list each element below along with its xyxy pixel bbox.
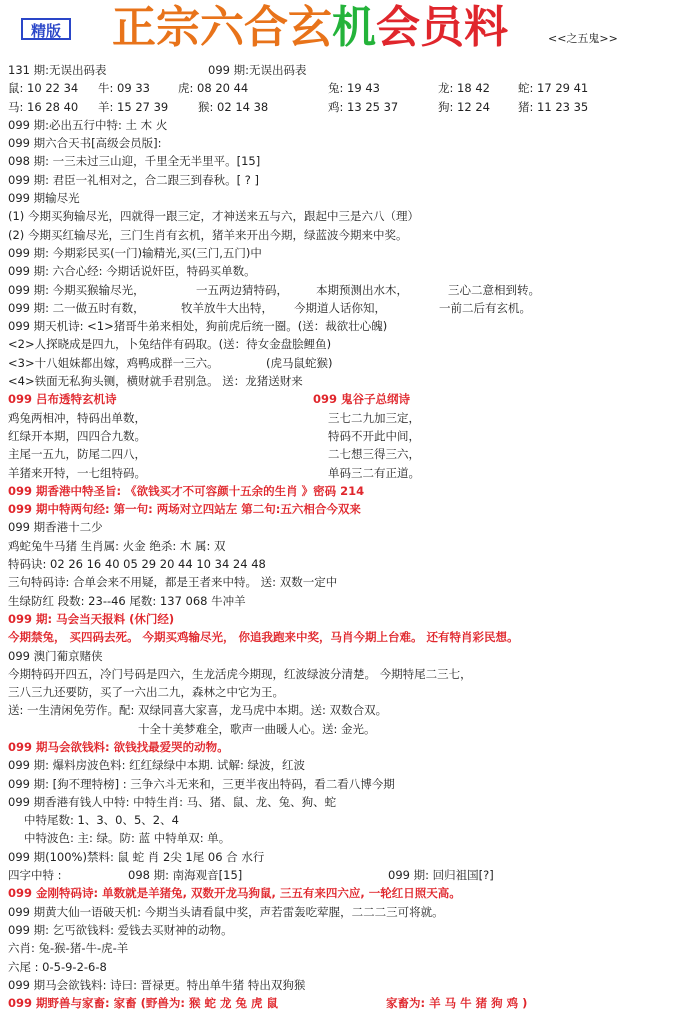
two-one-line [8, 299, 672, 317]
heavenly-poem-4: <4>铁面无私狗头铡，横财就手君别急。 送：龙猪送财来 [8, 374, 303, 389]
four-char-099: 099 期: 回归祖国[?] [388, 868, 494, 883]
guiguzi-poem-line: 特码不开此中间， [328, 428, 420, 443]
zodiac-code-cell: 蛇: 17 29 41 [518, 81, 589, 96]
macau-line-1: 今期特码开四五，冷门号码是四六，生龙活虎今期现，红波绿波分清楚。 今期特尾二三七， [8, 666, 472, 681]
hk-decree-line: 099 期香港中特圣旨: 《欲钱买才不可容颜十五余的生肖 》密码 214 [8, 483, 365, 498]
livestock-part: 家畜为: 羊 马 牛 猪 狗 鸡 ) [386, 996, 528, 1011]
wong-tai-sin-line: 099 期黄大仙一语破天机: 今期当头请看鼠中奖，声若雷轰吃荤腥，二二二三可将就。 [8, 904, 444, 919]
lose-all-item-3: 099 期: 今期彩民买(一门)输精光,买(三门,五门)中 [8, 245, 262, 260]
four-char-label: 四字中特 : [8, 868, 62, 883]
six-tails-line: 六尾 : 0-5-9-2-6-8 [8, 959, 107, 974]
two-one-line-part: 099 期: 二一做五时有数， [8, 300, 145, 315]
edition-badge: 精版 [21, 18, 71, 40]
two-sentences-line: 099 期中特两句经: 第一句: 两场对立四站左 第二句:五六相合今双来 [8, 502, 361, 517]
zodiac-code-row-1 [8, 79, 672, 97]
two-one-line-part: 牧羊放牛大出特， [181, 300, 273, 315]
zodiac-code-cell: 猪: 11 23 35 [518, 99, 589, 114]
six-zodiac-line: 六肖: 兔-猴-猪-牛-虎-羊 [8, 941, 129, 956]
macau-line-2: 三八三九还要防，买了一六出二九，森林之中它为王。 [8, 685, 284, 700]
lose-all-item-2: (2) 今期买红输尽光，三门生肖有玄机，猪羊来开出今期，绿蓝波今期来中奖。 [8, 227, 408, 242]
zodiac-code-cell: 龙: 18 42 [438, 81, 490, 96]
monkey-line-part: 099 期: 今期买猴输尽光， [8, 282, 145, 297]
lose-all-item-1: (1) 今期买狗输尽光，四就得一跟三定，才神送来五与六，跟起中三是六八（理） [8, 209, 419, 224]
heavenly-book-099: 099 期: 君臣一礼相对之，合二跟三到春秋。[ ? ] [8, 172, 260, 187]
monkey-line-part: 本期预测出水木， [316, 282, 408, 297]
hk-twelve-segments: 生绿防红 段数: 23--46 尾数: 137 068 牛冲羊 [8, 593, 246, 608]
beasts-livestock-line [8, 994, 672, 1012]
zodiac-code-cell: 鼠: 10 22 34 [8, 81, 79, 96]
poem-row-1 [8, 409, 672, 427]
monkey-line [8, 281, 672, 299]
two-one-line-part: 今期道人话你知， [294, 300, 386, 315]
heavenly-book-heading: 099 期六合天书[高级会员版]: [8, 136, 162, 151]
zodiac-code-cell: 牛: 09 33 [98, 81, 150, 96]
jockey-report-text: 今期禁兔， 买四码去死。 今期买鸡输尽光， 你追我跑来中奖，马肖今期上台难。 还有特肖彩民想。 [8, 630, 519, 645]
poem-row-3 [8, 445, 672, 463]
code-table-title-row [8, 61, 672, 79]
jockey-poem-line: 099 期马会欲钱料: 诗曰: 晋禄更。特出单牛猪 特出双狗猴 [8, 977, 306, 992]
zodiac-code-cell: 狗: 12 24 [438, 99, 490, 114]
hk-twelve-poem: 三句特码诗: 合单会来不用疑，都是王者来中特。 送: 双数一定中 [8, 575, 338, 590]
jockey-report-heading: 099 期: 马会当天报料 (休门经) [8, 611, 175, 626]
macau-heading: 099 澳门葡京赌侠 [8, 648, 103, 663]
heavenly-poem-3-text: <3>十八姐妹都出嫁，鸡鸭成群一三六。 [8, 355, 219, 370]
title-part-2: 机 [332, 2, 376, 53]
lvbu-poem-heading: 099 吕布透特玄机诗 [8, 392, 117, 407]
zodiac-code-row-2 [8, 98, 672, 116]
lvbu-poem-line: 红绿开本期，四四合九数。 [8, 428, 146, 443]
lvbu-poem-line: 主尾一五九，防尾二四八， [8, 447, 146, 462]
rich-man-line: 099 期香港有钱人中特: 中特生肖: 马、猪、鼠、龙、兔、狗、蛇 [8, 794, 337, 809]
guiguzi-poem-line: 二七想三得三六， [328, 447, 420, 462]
five-elements-line: 099 期:必出五行中特: 土 木 火 [8, 117, 168, 132]
content-body [8, 61, 672, 1012]
beggar-line: 099 期: 乞丐欲钱料: 爱钱去买财神的动物。 [8, 922, 233, 937]
two-one-line-part: 一前二后有玄机。 [439, 300, 531, 315]
lvbu-poem-line: 鸡兔两相冲，特码出单数， [8, 410, 146, 425]
color-report-line: 099 期: 爆料房波色料: 红红绿绿中本期. 试解: 绿波，红波 [8, 758, 306, 773]
zodiac-code-cell: 羊: 15 27 39 [98, 99, 169, 114]
zodiac-code-cell: 虎: 08 20 44 [178, 81, 249, 96]
guiguzi-poem-heading: 099 鬼谷子总纲诗 [313, 392, 411, 407]
lose-all-heading: 099 期输尽光 [8, 191, 80, 206]
zodiac-code-cell: 马: 16 28 40 [8, 99, 79, 114]
vajra-poem-line: 099 金刚特码诗: 单数就是羊猪兔, 双数开龙马狗鼠, 三五有来四六应, 一轮红日照天高。 [8, 886, 461, 901]
rich-man-colors: 中特波色: 主: 绿。防: 蓝 中特单双: 单。 [24, 831, 231, 846]
monkey-line-part: 三心二意相到转。 [448, 282, 540, 297]
monkey-line-part: 一五两边猜特码， [196, 282, 288, 297]
zodiac-code-cell: 兔: 19 43 [328, 81, 380, 96]
zodiac-code-cell: 猴: 02 14 38 [198, 99, 269, 114]
guiguzi-poem-line: 三七二九加三定， [328, 410, 420, 425]
page-header [0, 0, 679, 58]
poem-row-2 [8, 427, 672, 445]
banned-line: 099 期(100%)禁料: 鼠 蛇 肖 2尖 1尾 06 合 水行 [8, 849, 265, 864]
hk-twelve-zodiac: 鸡蛇兔牛马猪 生肖属: 火金 绝杀: 木 属: 双 [8, 538, 226, 553]
heavenly-poem-1: 099 期天机诗: <1>猪哥牛弟来相处，狗前虎后统一圈。(送：裁欲壮心魄) [8, 319, 388, 334]
jockey-riddle-line: 099 期马会欲钱料: 欲钱找最爱哭的动物。 [8, 739, 229, 754]
macau-line-4: 十全十美梦难全，歌声一曲暖人心。送: 金光。 [138, 721, 376, 736]
code-table-title-099: 099 期:无误出码表 [208, 63, 307, 77]
heavenly-poem-2: <2>人探晓成是四九，卜兔结伴有码取。(送：待女金盘脍鲤鱼) [8, 337, 332, 352]
four-char-098: 098 期: 南海观音[15] [128, 868, 243, 883]
hk-twelve-codes: 特码诀: 02 26 16 40 05 29 20 44 10 34 24 48 [8, 557, 266, 572]
four-char-line [8, 866, 672, 884]
heavenly-book-098: 098 期: 一三未过三山迎，千里全无半里平。[15] [8, 154, 261, 169]
rich-man-tails: 中特尾数: 1、3、0、5、2、4 [24, 813, 179, 828]
beasts-part: 099 期野兽与家畜: 家畜 (野兽为: 猴 蛇 龙 兔 虎 鼠 [8, 996, 278, 1011]
guiguzi-poem-line: 单码三二有正道。 [328, 465, 420, 480]
lvbu-poem-line: 羊猪来开特，一七组特码。 [8, 465, 146, 480]
title-part-1: 正宗六合玄 [112, 2, 332, 53]
macau-line-3: 送: 一生清闲免劳作。配: 双绿同喜大家喜，龙马虎中本期。送: 双数合双。 [8, 703, 388, 718]
poem-row-4 [8, 464, 672, 482]
heavenly-poem-3-note: (虎马鼠蛇猴) [266, 355, 333, 370]
heart-sutra-line: 099 期: 六合心经: 今期话说奸臣，特码买单数。 [8, 264, 256, 279]
zodiac-code-cell: 鸡: 13 25 37 [328, 99, 399, 114]
code-table-title-131: 131 期:无误出码表 [8, 63, 107, 77]
hk-twelve-heading: 099 期香港十二少 [8, 520, 103, 535]
page-subtitle: <<之五鬼>> [548, 32, 618, 45]
heavenly-poem-3 [8, 354, 672, 372]
page-title [112, 2, 508, 54]
dog-list-line: 099 期: [狗不理特榜] : 三争六斗无来和，三更半夜出特码，看二看八博今期 [8, 776, 395, 791]
two-poems-heading [8, 390, 672, 408]
title-part-3: 会员料 [376, 2, 508, 53]
